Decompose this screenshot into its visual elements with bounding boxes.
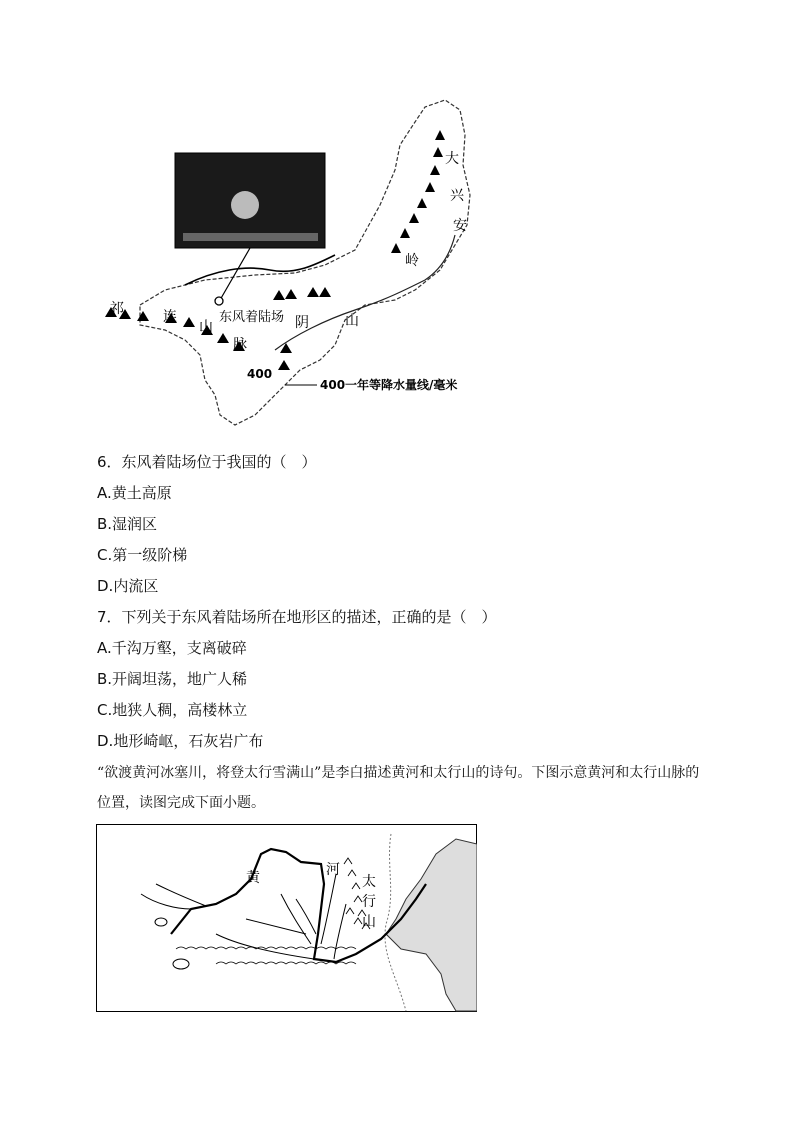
china-north-border bbox=[140, 100, 470, 425]
landing-site-map bbox=[95, 95, 515, 435]
question-7-option-c[interactable]: C.地狭人稠，高楼林立 bbox=[97, 701, 248, 719]
question-7-stem: 7．下列关于东风着陆场所在地形区的描述，正确的是（ ） bbox=[97, 608, 497, 626]
question-6-option-a[interactable]: A.黄土高原 bbox=[97, 484, 172, 502]
qilian-char-2: 连 bbox=[163, 309, 177, 325]
landing-site-marker bbox=[215, 297, 223, 305]
qilian-char-4: 脉 bbox=[233, 337, 247, 353]
question-7-option-d[interactable]: D.地形崎岖，石灰岩广布 bbox=[97, 732, 264, 750]
yinshan-char-2: 山 bbox=[345, 313, 359, 329]
question-6-stem: 6．东风着陆场位于我国的（ ） bbox=[97, 453, 317, 471]
label-taihang-1: 太 bbox=[362, 874, 376, 890]
question-7-option-b[interactable]: B.开阔坦荡，地广人稀 bbox=[97, 670, 248, 688]
landing-site-label: 东风着陆场 bbox=[219, 310, 285, 325]
yinshan-range bbox=[273, 287, 331, 300]
question-6-option-c[interactable]: C.第一级阶梯 bbox=[97, 546, 188, 564]
isohyet-value-label: 400 bbox=[247, 367, 273, 381]
daxinganling-char-3: 安 bbox=[453, 218, 467, 234]
yinshan-char-1: 阴 bbox=[295, 315, 309, 331]
question-6-option-d[interactable]: D.内流区 bbox=[97, 577, 159, 595]
daxinganling-char-2: 兴 bbox=[450, 188, 464, 204]
label-huang: 黄 bbox=[246, 870, 260, 886]
news-photo-inset bbox=[175, 153, 325, 300]
qilian-char-1: 祁 bbox=[110, 301, 124, 317]
isohyet-legend-label: 400一年等降水量线/毫米 bbox=[320, 378, 458, 392]
isohyet-400-line bbox=[185, 255, 335, 285]
label-taihang-3: 山 bbox=[362, 914, 376, 930]
label-taihang-2: 行 bbox=[362, 894, 376, 910]
qilian-char-3: 山 bbox=[199, 319, 213, 335]
yellow-river-taihang-map bbox=[96, 824, 477, 1012]
question-7-option-a[interactable]: A.千沟万壑，支离破碎 bbox=[97, 639, 247, 657]
river-line bbox=[275, 235, 455, 350]
label-he: 河 bbox=[326, 862, 340, 878]
reading-passage: “欲渡黄河冰塞川，将登太行雪满山”是李白描述黄河和太行山的诗句。下图示意黄河和太行山脉的位置，读图完成下面小题。 bbox=[97, 765, 700, 811]
daxinganling-char-4: 岭 bbox=[405, 253, 419, 269]
daxinganling-char-1: 大 bbox=[445, 151, 459, 167]
question-6-option-b[interactable]: B.湿润区 bbox=[97, 515, 158, 533]
